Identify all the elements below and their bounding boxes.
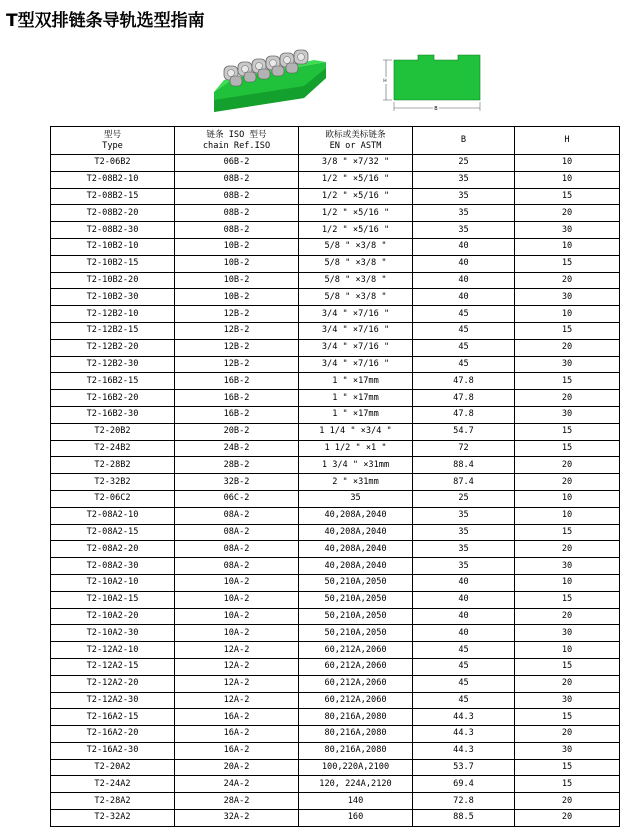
cell-en-astm: 5/8 " ×3/8 " xyxy=(299,272,413,289)
cell-type: T2-08A2-20 xyxy=(51,541,175,558)
cell-h: 10 xyxy=(515,574,620,591)
cell-en-astm: 50,210A,2050 xyxy=(299,625,413,642)
cell-iso: 20A-2 xyxy=(175,759,299,776)
header-cn: 链条 ISO 型号 xyxy=(206,129,267,140)
cell-b: 40 xyxy=(413,574,515,591)
cell-en-astm: 1/2 " ×5/16 " xyxy=(299,171,413,188)
table-row xyxy=(51,692,620,709)
cell-iso: 10A-2 xyxy=(175,591,299,608)
cell-b: 35 xyxy=(413,507,515,524)
table-row xyxy=(51,373,620,390)
cell-b: 35 xyxy=(413,222,515,239)
cell-b: 69.4 xyxy=(413,776,515,793)
cell-iso: 32B-2 xyxy=(175,474,299,491)
cell-h: 20 xyxy=(515,793,620,810)
table-header-row xyxy=(51,127,620,155)
cell-h: 15 xyxy=(515,776,620,793)
cell-iso: 08A-2 xyxy=(175,558,299,575)
cell-h: 30 xyxy=(515,558,620,575)
cell-iso: 16A-2 xyxy=(175,726,299,743)
cell-iso: 10B-2 xyxy=(175,289,299,306)
table-row xyxy=(51,339,620,356)
cell-b: 25 xyxy=(413,490,515,507)
cell-type: T2-12A2-15 xyxy=(51,658,175,675)
dimension-h-label: H xyxy=(383,79,387,84)
cell-type: T2-12B2-20 xyxy=(51,339,175,356)
cell-h: 10 xyxy=(515,507,620,524)
table-row xyxy=(51,726,620,743)
cell-b: 44.3 xyxy=(413,742,515,759)
cell-iso: 08A-2 xyxy=(175,507,299,524)
table-row xyxy=(51,490,620,507)
cell-b: 40 xyxy=(413,289,515,306)
cell-h: 10 xyxy=(515,171,620,188)
cell-b: 72 xyxy=(413,440,515,457)
cell-type: T2-28B2 xyxy=(51,457,175,474)
cell-type: T2-12B2-10 xyxy=(51,306,175,323)
cell-iso: 16B-2 xyxy=(175,373,299,390)
table-row xyxy=(51,776,620,793)
cell-iso: 12A-2 xyxy=(175,675,299,692)
cell-iso: 08B-2 xyxy=(175,222,299,239)
cell-iso: 10A-2 xyxy=(175,574,299,591)
cell-b: 88.4 xyxy=(413,457,515,474)
cell-iso: 06B-2 xyxy=(175,155,299,172)
cell-type: T2-24A2 xyxy=(51,776,175,793)
cell-h: 15 xyxy=(515,423,620,440)
table-row xyxy=(51,205,620,222)
table-row xyxy=(51,238,620,255)
cell-iso: 28A-2 xyxy=(175,793,299,810)
cell-iso: 24B-2 xyxy=(175,440,299,457)
cell-en-astm: 40,208A,2040 xyxy=(299,558,413,575)
cell-type: T2-12B2-30 xyxy=(51,356,175,373)
cell-iso: 32A-2 xyxy=(175,810,299,827)
cell-b: 45 xyxy=(413,642,515,659)
table-row xyxy=(51,289,620,306)
cell-b: 40 xyxy=(413,255,515,272)
header-h xyxy=(515,127,620,155)
cell-type: T2-16B2-15 xyxy=(51,373,175,390)
table-row xyxy=(51,272,620,289)
cell-iso: 12B-2 xyxy=(175,322,299,339)
header-chain-iso xyxy=(175,127,299,155)
cell-en-astm: 60,212A,2060 xyxy=(299,675,413,692)
cell-type: T2-10A2-10 xyxy=(51,574,175,591)
cell-h: 15 xyxy=(515,255,620,272)
cell-b: 54.7 xyxy=(413,423,515,440)
cell-type: T2-16B2-20 xyxy=(51,390,175,407)
table-row xyxy=(51,507,620,524)
cell-h: 20 xyxy=(515,205,620,222)
cell-type: T2-12A2-20 xyxy=(51,675,175,692)
cell-en-astm: 2 " ×31mm xyxy=(299,474,413,491)
table-row xyxy=(51,759,620,776)
cell-en-astm: 40,208A,2040 xyxy=(299,507,413,524)
cell-h: 30 xyxy=(515,356,620,373)
cell-h: 10 xyxy=(515,642,620,659)
cell-en-astm: 3/4 " ×7/16 " xyxy=(299,356,413,373)
cell-en-astm: 60,212A,2060 xyxy=(299,692,413,709)
cell-b: 45 xyxy=(413,322,515,339)
cell-iso: 12A-2 xyxy=(175,658,299,675)
cell-b: 40 xyxy=(413,625,515,642)
cell-type: T2-08B2-15 xyxy=(51,188,175,205)
cell-iso: 08B-2 xyxy=(175,171,299,188)
cell-h: 15 xyxy=(515,524,620,541)
cell-iso: 16A-2 xyxy=(175,709,299,726)
table-row xyxy=(51,742,620,759)
table-row xyxy=(51,793,620,810)
header-cn: 欧标或美标链条 xyxy=(325,129,386,140)
cell-en-astm: 80,216A,2080 xyxy=(299,742,413,759)
selection-table xyxy=(50,126,620,827)
table-row xyxy=(51,222,620,239)
cell-iso: 10B-2 xyxy=(175,255,299,272)
table-row xyxy=(51,306,620,323)
cell-en-astm: 1/2 " ×5/16 " xyxy=(299,205,413,222)
cell-h: 30 xyxy=(515,742,620,759)
cell-en-astm: 5/8 " ×3/8 " xyxy=(299,238,413,255)
cell-iso: 12A-2 xyxy=(175,692,299,709)
table-row xyxy=(51,356,620,373)
cell-b: 25 xyxy=(413,155,515,172)
cell-type: T2-10A2-15 xyxy=(51,591,175,608)
cell-h: 20 xyxy=(515,726,620,743)
cell-b: 47.8 xyxy=(413,390,515,407)
cell-en-astm: 120, 224A,2120 xyxy=(299,776,413,793)
table-row xyxy=(51,390,620,407)
header-en: chain Ref.ISO xyxy=(202,140,271,151)
cell-iso: 16B-2 xyxy=(175,390,299,407)
header-en: H xyxy=(564,135,570,145)
cell-en-astm: 60,212A,2060 xyxy=(299,642,413,659)
cell-en-astm: 5/8 " ×3/8 " xyxy=(299,255,413,272)
cell-b: 45 xyxy=(413,675,515,692)
cell-h: 15 xyxy=(515,373,620,390)
table-row xyxy=(51,558,620,575)
cell-iso: 08B-2 xyxy=(175,188,299,205)
cell-type: T2-10A2-30 xyxy=(51,625,175,642)
cell-type: T2-32A2 xyxy=(51,810,175,827)
cell-h: 20 xyxy=(515,474,620,491)
cell-b: 88.5 xyxy=(413,810,515,827)
table-row xyxy=(51,423,620,440)
cell-b: 40 xyxy=(413,591,515,608)
cell-h: 20 xyxy=(515,457,620,474)
cell-en-astm: 60,212A,2060 xyxy=(299,658,413,675)
cell-en-astm: 80,216A,2080 xyxy=(299,726,413,743)
table-row xyxy=(51,574,620,591)
cell-b: 45 xyxy=(413,356,515,373)
table-row xyxy=(51,524,620,541)
cell-type: T2-16A2-30 xyxy=(51,742,175,759)
cell-type: T2-08B2-10 xyxy=(51,171,175,188)
cell-type: T2-24B2 xyxy=(51,440,175,457)
cell-h: 30 xyxy=(515,692,620,709)
cell-en-astm: 80,216A,2080 xyxy=(299,709,413,726)
cell-iso: 12B-2 xyxy=(175,356,299,373)
cell-b: 45 xyxy=(413,339,515,356)
table-row xyxy=(51,457,620,474)
cell-b: 53.7 xyxy=(413,759,515,776)
cell-en-astm: 3/4 " ×7/16 " xyxy=(299,322,413,339)
cell-b: 45 xyxy=(413,306,515,323)
dimension-b-label: B xyxy=(434,106,438,112)
cell-en-astm: 1 " ×17mm xyxy=(299,406,413,423)
cell-b: 35 xyxy=(413,171,515,188)
profile-diagram xyxy=(372,52,492,114)
cell-b: 40 xyxy=(413,272,515,289)
cell-iso: 10A-2 xyxy=(175,608,299,625)
cell-b: 40 xyxy=(413,608,515,625)
cell-h: 10 xyxy=(515,238,620,255)
cell-en-astm: 1 " ×17mm xyxy=(299,373,413,390)
cell-en-astm: 1 3/4 " ×31mm xyxy=(299,457,413,474)
cell-iso: 08A-2 xyxy=(175,524,299,541)
chain-guide-photo xyxy=(214,48,326,112)
cell-b: 45 xyxy=(413,692,515,709)
cell-type: T2-20B2 xyxy=(51,423,175,440)
cell-b: 47.8 xyxy=(413,406,515,423)
cell-h: 20 xyxy=(515,339,620,356)
cell-h: 15 xyxy=(515,709,620,726)
cell-iso: 08A-2 xyxy=(175,541,299,558)
cell-type: T2-08B2-30 xyxy=(51,222,175,239)
table-row xyxy=(51,642,620,659)
cell-iso: 28B-2 xyxy=(175,457,299,474)
header-en: B xyxy=(460,135,467,145)
header-b xyxy=(413,127,515,155)
header-en: Type xyxy=(102,140,123,151)
table-row xyxy=(51,810,620,827)
table-row xyxy=(51,541,620,558)
cell-iso: 16B-2 xyxy=(175,406,299,423)
cell-type: T2-08A2-30 xyxy=(51,558,175,575)
cell-h: 15 xyxy=(515,658,620,675)
cell-type: T2-12B2-15 xyxy=(51,322,175,339)
cell-en-astm: 3/4 " ×7/16 " xyxy=(299,339,413,356)
cell-h: 10 xyxy=(515,490,620,507)
cell-h: 30 xyxy=(515,625,620,642)
cell-type: T2-10B2-10 xyxy=(51,238,175,255)
cell-en-astm: 160 xyxy=(299,810,413,827)
cell-b: 35 xyxy=(413,558,515,575)
page-title: T型双排链条导轨选型指南 xyxy=(6,11,205,31)
table-row xyxy=(51,322,620,339)
cell-type: T2-10B2-20 xyxy=(51,272,175,289)
cell-type: T2-16A2-20 xyxy=(51,726,175,743)
cell-en-astm: 50,210A,2050 xyxy=(299,574,413,591)
cell-en-astm: 1/2 " ×5/16 " xyxy=(299,222,413,239)
cell-type: T2-12A2-30 xyxy=(51,692,175,709)
cell-iso: 10A-2 xyxy=(175,625,299,642)
cell-iso: 10B-2 xyxy=(175,272,299,289)
cell-iso: 20B-2 xyxy=(175,423,299,440)
cell-iso: 12A-2 xyxy=(175,642,299,659)
cell-en-astm: 35 xyxy=(299,490,413,507)
cell-b: 72.8 xyxy=(413,793,515,810)
cell-type: T2-16B2-30 xyxy=(51,406,175,423)
cell-iso: 12B-2 xyxy=(175,339,299,356)
cell-en-astm: 100,220A,2100 xyxy=(299,759,413,776)
cell-h: 15 xyxy=(515,440,620,457)
header-en-astm xyxy=(299,127,413,155)
cell-iso: 16A-2 xyxy=(175,742,299,759)
cell-type: T2-16A2-15 xyxy=(51,709,175,726)
table-row xyxy=(51,474,620,491)
cell-en-astm: 5/8 " ×3/8 " xyxy=(299,289,413,306)
table-row xyxy=(51,155,620,172)
cell-type: T2-12A2-10 xyxy=(51,642,175,659)
table-row xyxy=(51,171,620,188)
cell-iso: 06C-2 xyxy=(175,490,299,507)
table-row xyxy=(51,188,620,205)
table-row xyxy=(51,709,620,726)
cell-h: 15 xyxy=(515,322,620,339)
cell-en-astm: 40,208A,2040 xyxy=(299,524,413,541)
cell-h: 20 xyxy=(515,810,620,827)
cell-type: T2-10A2-20 xyxy=(51,608,175,625)
cell-h: 30 xyxy=(515,289,620,306)
cell-h: 20 xyxy=(515,390,620,407)
cell-h: 30 xyxy=(515,222,620,239)
table-row xyxy=(51,625,620,642)
header-type xyxy=(51,127,175,155)
cell-h: 20 xyxy=(515,272,620,289)
table-row xyxy=(51,608,620,625)
cell-iso: 12B-2 xyxy=(175,306,299,323)
cell-type: T2-08B2-20 xyxy=(51,205,175,222)
cell-h: 15 xyxy=(515,188,620,205)
cell-b: 47.8 xyxy=(413,373,515,390)
table-row xyxy=(51,591,620,608)
cell-h: 15 xyxy=(515,759,620,776)
cell-type: T2-08A2-10 xyxy=(51,507,175,524)
cell-en-astm: 1 1/2 " ×1 " xyxy=(299,440,413,457)
cell-en-astm: 3/4 " ×7/16 " xyxy=(299,306,413,323)
cell-b: 45 xyxy=(413,658,515,675)
cell-b: 35 xyxy=(413,541,515,558)
cell-h: 10 xyxy=(515,306,620,323)
table-row xyxy=(51,440,620,457)
cell-type: T2-10B2-30 xyxy=(51,289,175,306)
table-row xyxy=(51,675,620,692)
cell-b: 44.3 xyxy=(413,709,515,726)
cell-h: 10 xyxy=(515,155,620,172)
cell-h: 20 xyxy=(515,541,620,558)
cell-en-astm: 3/8 " ×7/32 " xyxy=(299,155,413,172)
cell-type: T2-20A2 xyxy=(51,759,175,776)
cell-en-astm: 1/2 " ×5/16 " xyxy=(299,188,413,205)
cell-b: 44.3 xyxy=(413,726,515,743)
cell-en-astm: 40,208A,2040 xyxy=(299,541,413,558)
cell-b: 35 xyxy=(413,188,515,205)
cell-h: 30 xyxy=(515,406,620,423)
cell-en-astm: 50,210A,2050 xyxy=(299,591,413,608)
table-row xyxy=(51,406,620,423)
cell-h: 20 xyxy=(515,675,620,692)
header-cn: 型号 xyxy=(103,129,122,140)
cell-en-astm: 140 xyxy=(299,793,413,810)
cell-type: T2-08A2-15 xyxy=(51,524,175,541)
cell-en-astm: 50,210A,2050 xyxy=(299,608,413,625)
cell-b: 87.4 xyxy=(413,474,515,491)
header-en: EN or ASTM xyxy=(329,140,382,151)
cell-b: 35 xyxy=(413,524,515,541)
cell-type: T2-06C2 xyxy=(51,490,175,507)
cell-en-astm: 1 " ×17mm xyxy=(299,390,413,407)
cell-b: 40 xyxy=(413,238,515,255)
cell-iso: 10B-2 xyxy=(175,238,299,255)
cell-type: T2-28A2 xyxy=(51,793,175,810)
cell-b: 35 xyxy=(413,205,515,222)
cell-type: T2-10B2-15 xyxy=(51,255,175,272)
cell-h: 15 xyxy=(515,591,620,608)
table-row xyxy=(51,658,620,675)
cell-type: T2-32B2 xyxy=(51,474,175,491)
cell-type: T2-06B2 xyxy=(51,155,175,172)
cell-iso: 24A-2 xyxy=(175,776,299,793)
cell-en-astm: 1 1/4 " ×3/4 " xyxy=(299,423,413,440)
table-row xyxy=(51,255,620,272)
cell-iso: 08B-2 xyxy=(175,205,299,222)
cell-h: 20 xyxy=(515,608,620,625)
